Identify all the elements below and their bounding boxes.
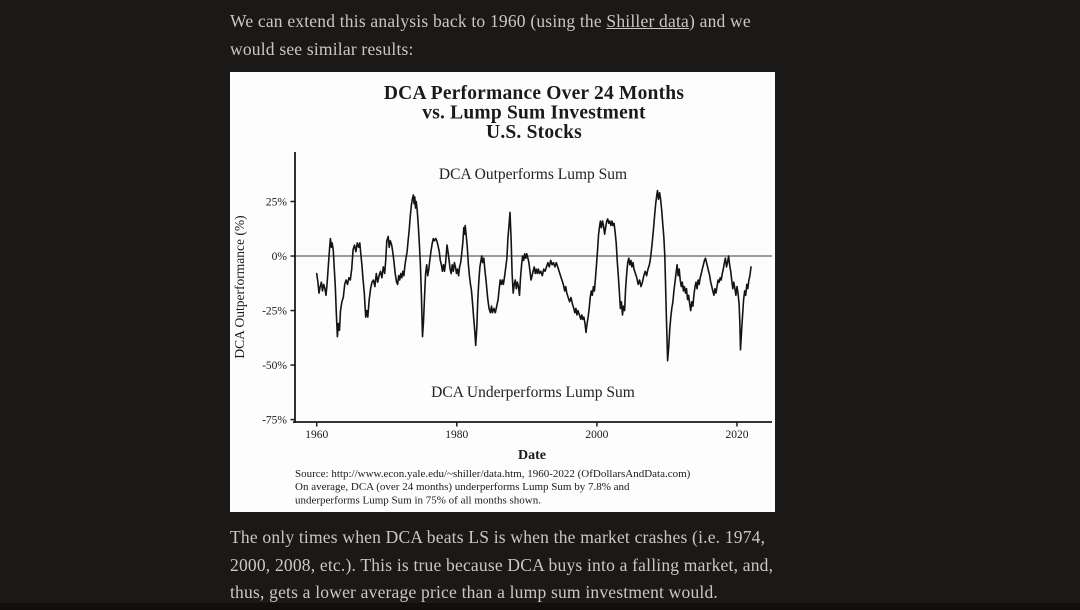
x-axis-tick-label: 1960 [305,429,329,441]
chart-svg [230,72,775,512]
chart-title-line: U.S. Stocks [486,122,582,143]
outro-paragraph [230,524,830,607]
intro-paragraph [230,8,830,63]
source-caption-line: underperforms Lump Sum in 75% of all months shown. [295,494,541,507]
chart-figure [230,72,775,512]
x-axis-title: Date [518,448,546,463]
y-axis-title: DCA Outperformance (%) [232,215,247,359]
shiller-data-link[interactable]: Shiller data [606,11,689,31]
y-axis-tick-label: -50% [262,360,287,373]
outro-line-3: thus, gets a lower average price than a lump sum investment would. [230,582,719,603]
data-line [317,191,751,361]
source-caption-line: On average, DCA (over 24 months) underperforms Lump Sum by 7.8% and [295,481,630,494]
annotation-underperforms: DCA Underperforms Lump Sum [431,384,635,401]
outro-line-1: The only times when DCA beats LS is when the market crashes (i.e. 1974, [230,527,766,547]
intro-text-post: ) and we [689,11,751,31]
source-caption-line: Source: http://www.econ.yale.edu/~shiller/data.htm, 1960-2022 (OfDollarsAndData.com) [295,468,691,480]
chart-title-line: vs. Lump Sum Investment [422,102,646,124]
y-axis-tick-label: -75% [262,414,287,427]
intro-text-line2: would see similar results: [230,38,414,59]
x-axis-tick-label: 1980 [445,429,469,441]
annotation-outperforms: DCA Outperforms Lump Sum [438,166,628,183]
viewport-bottom-edge [0,603,1080,610]
x-axis-tick-label: 2000 [585,429,609,441]
y-axis-tick-label: 25% [265,196,287,209]
y-axis-tick-label: -25% [262,305,287,318]
y-axis-tick-label: 0% [271,251,287,264]
intro-text-pre: We can extend this analysis back to 1960 (using the [230,11,607,31]
outro-line-2: 2000, 2008, etc.). This is true because DCA buys into a falling market, and, [230,554,774,575]
chart-title-line: DCA Performance Over 24 Months [383,83,685,104]
x-axis-tick-label: 2020 [725,429,749,441]
